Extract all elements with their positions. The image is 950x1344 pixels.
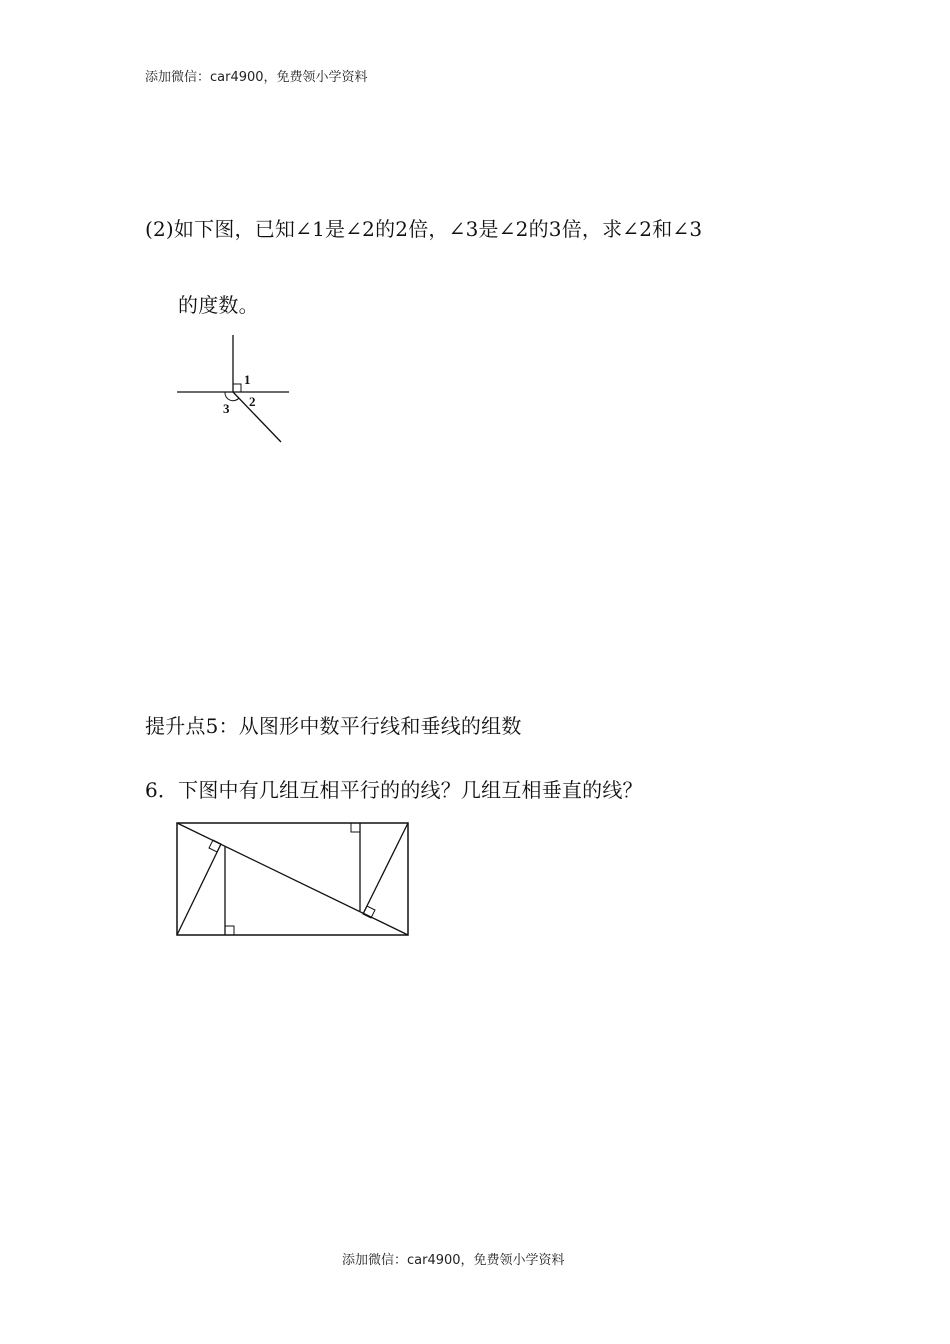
question-6-text: 6．下图中有几组互相平行的的线？几组互相垂直的线？	[145, 778, 643, 802]
angle-figure	[175, 335, 295, 450]
right-angle-mark	[233, 384, 241, 392]
right-angle-mark-top-right	[351, 823, 360, 832]
oblique-ray	[233, 392, 281, 442]
left-perpendicular	[177, 844, 221, 935]
section-5-title: 提升点5：从图形中数平行线和垂线的组数	[145, 714, 522, 738]
question-2-text-line-2: 的度数。	[178, 293, 259, 317]
diagonal	[177, 823, 408, 935]
footer-watermark: 添加微信：car4900，免费领小学资料	[342, 1253, 565, 1268]
question-2-text-line-1: (2)如下图，已知∠1是∠2的2倍，∠3是∠2的3倍，求∠2和∠3	[145, 217, 703, 241]
angle-label-2: 2	[249, 394, 256, 409]
header-watermark: 添加微信：car4900，免费领小学资料	[145, 70, 368, 85]
angle-label-1: 1	[244, 372, 251, 387]
right-angle-mark-bottom-left	[225, 926, 234, 935]
angle-label-3: 3	[223, 401, 230, 416]
right-perpendicular	[363, 823, 408, 914]
rectangle-figure	[176, 822, 410, 938]
